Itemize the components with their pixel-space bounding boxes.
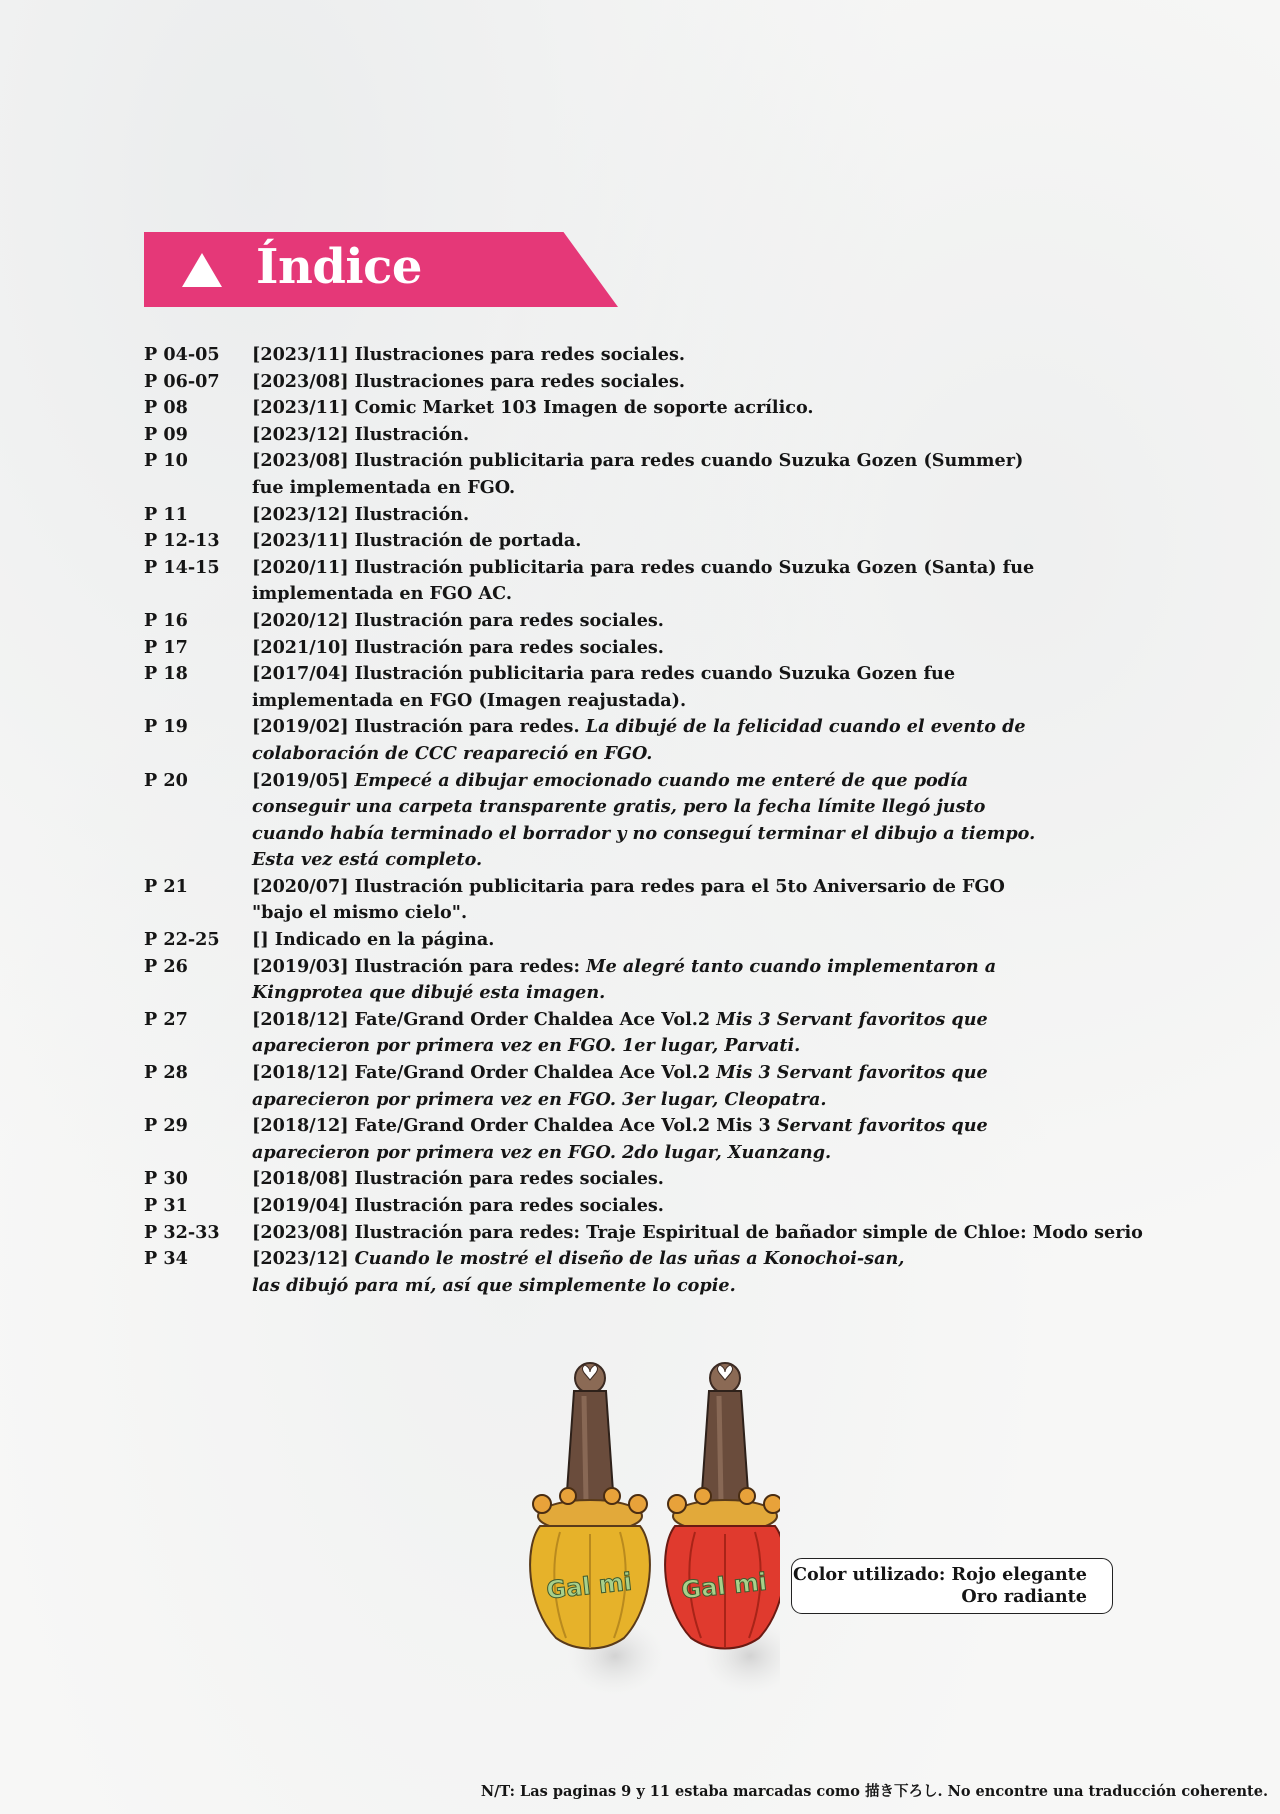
index-entry: [144, 635, 1144, 662]
entry-text: [2021/10] Ilustración para redes sociales.: [252, 636, 664, 658]
page-ref: P 18: [144, 663, 188, 685]
entry-description: [252, 502, 1144, 529]
entry-comment: Empecé a dibujar emocionado cuando me enteré de que podía conseguir una carpeta transparente gratis, pero la fecha límite llegó justo cuando había terminado el borrador y no conseguí terminar el dibujo a tiempo. Esta vez está completo.: [252, 769, 1036, 871]
entry-text: [2023/08] Ilustración para redes: Traje Espiritual de bañador simple de Chloe: Modo serio: [252, 1221, 1143, 1243]
entry-description: [252, 422, 1144, 449]
color-used-box: [791, 1558, 1113, 1614]
nail-polish-illustration: [520, 1356, 780, 1716]
entry-comment: Me alegré tanto cuando implementaron a Kingprotea que dibujé esta imagen.: [252, 955, 997, 1004]
page-ref: P 34: [144, 1248, 188, 1270]
page-ref: P 08: [144, 397, 188, 419]
entry-text: [2023/11] Ilustraciones para redes sociales.: [252, 344, 686, 365]
entry-text: [2023/08] Ilustraciones para redes sociales.: [252, 370, 686, 392]
index-entry: [144, 1193, 1144, 1220]
entry-description: [252, 661, 1144, 714]
entry-description: [252, 1060, 1144, 1113]
gold-bottle: [530, 1363, 650, 1649]
translator-note: N/T: Las paginas 9 y 11 estaba marcadas como 描き下ろし. No encontre una traducción coherente.: [480, 1783, 1268, 1800]
entry-description: [252, 1193, 1144, 1220]
entry-comment: Mis 3 Servant favoritos que aparecieron por primera vez en FGO. 1er lugar, Parvati.: [252, 1008, 988, 1057]
entry-comment: Cuando le mostré el diseño de las uñas a Konochoi-san, las dibujó para mí, así que simplemente lo copie.: [252, 1248, 905, 1296]
page-ref: P 12-13: [144, 530, 220, 552]
page-ref: P 17: [144, 636, 188, 658]
entry-text: [2018/12] Fate/Grand Order Chaldea Ace Vol.2: [252, 1008, 717, 1030]
page-ref: P 09: [144, 423, 188, 445]
index-entry: [144, 395, 1144, 422]
index-entry: [144, 1166, 1144, 1193]
entry-text: [2023/12]: [252, 1248, 355, 1270]
index-entry: [144, 1220, 1144, 1247]
page-ref: P 21: [144, 875, 188, 897]
entry-description: [252, 768, 1144, 874]
index-entry: [144, 714, 1144, 767]
entry-description: [252, 608, 1144, 635]
red-bottle: [665, 1363, 780, 1649]
index-entry: [144, 608, 1144, 635]
entry-description: [252, 369, 1144, 396]
entry-description: [252, 1220, 1144, 1247]
page-ref: P 30: [144, 1168, 188, 1190]
entry-description: [252, 1113, 1144, 1166]
index-entry: [144, 954, 1144, 1007]
entry-text: [2019/05]: [252, 769, 355, 791]
entry-description: [252, 395, 1144, 422]
page-ref: P 14-15: [144, 556, 220, 578]
index-entry: [144, 528, 1144, 555]
entry-text: [2023/08] Ilustración publicitaria para redes cuando Suzuka Gozen (Summer) fue implementada en FGO.: [252, 450, 1024, 498]
entry-text: [2020/07] Ilustración publicitaria para redes para el 5to Aniversario de FGO "bajo el mismo cielo".: [252, 875, 1005, 924]
page-ref: P 26: [144, 955, 188, 977]
entry-description: [252, 1166, 1144, 1193]
page-ref: P 20: [144, 769, 188, 791]
entry-text: [2023/12] Ilustración.: [252, 503, 470, 525]
index-entry: [144, 768, 1144, 874]
entry-description: [252, 555, 1144, 608]
entry-comment: Mis 3 Servant favoritos que aparecieron por primera vez en FGO. 3er lugar, Cleopatra.: [252, 1062, 988, 1110]
index-entry: [144, 422, 1144, 449]
index-list: [144, 342, 1144, 1299]
entry-text: [2017/04] Ilustración publicitaria para redes cuando Suzuka Gozen fue implementada en FGO (Imagen reajustada).: [252, 663, 956, 711]
entry-description: [252, 635, 1144, 662]
entry-text: [2019/02] Ilustración para redes.: [252, 716, 586, 738]
entry-description: [252, 874, 1144, 927]
index-entry: [144, 1113, 1144, 1166]
entry-text: [2018/12] Fate/Grand Order Chaldea Ace Vol.2: [252, 1062, 717, 1084]
color-used-line-1: Color utilizado: Rojo elegante: [792, 1564, 1087, 1585]
page-ref: P 27: [144, 1008, 188, 1030]
index-entry: [144, 927, 1144, 954]
page-ref: P 29: [144, 1115, 188, 1137]
color-used-line-2: Oro radiante: [961, 1586, 1087, 1607]
entry-description: [252, 927, 1144, 954]
index-entry: [144, 661, 1144, 714]
entry-text: [2020/12] Ilustración para redes sociales.: [252, 609, 664, 631]
entry-text: [2018/12] Fate/Grand Order Chaldea Ace Vol.2 Mis 3: [252, 1115, 777, 1137]
entry-text: [2019/03] Ilustración para redes:: [252, 955, 587, 977]
index-entry: [144, 1060, 1144, 1113]
entry-text: [2023/12] Ilustración.: [252, 423, 470, 445]
page-ref: P 04-05: [144, 344, 220, 365]
page-ref: P 16: [144, 609, 188, 631]
index-entry: [144, 502, 1144, 529]
entry-comment: La dibujé de la felicidad cuando el evento de colaboración de CCC reapareció en FGO.: [252, 716, 1026, 764]
entry-description: [252, 1007, 1144, 1060]
entry-description: [252, 448, 1144, 501]
svg-text:Gal mi: Gal mi: [545, 1567, 634, 1605]
page-ref: P 11: [144, 503, 188, 525]
entry-text: [2023/11] Ilustración de portada.: [252, 530, 582, 552]
svg-text:Gal mi: Gal mi: [680, 1567, 769, 1605]
entry-description: [252, 528, 1144, 555]
page-ref: P 22-25: [144, 929, 220, 951]
entry-comment: Servant favoritos que aparecieron por primera vez en FGO. 2do lugar, Xuanzang.: [252, 1115, 988, 1163]
page-ref: P 19: [144, 716, 188, 738]
index-entry: [144, 369, 1144, 396]
page-ref: P 28: [144, 1062, 188, 1084]
page-ref: P 06-07: [144, 370, 220, 392]
entry-description: [252, 714, 1144, 767]
entry-text: [2020/11] Ilustración publicitaria para redes cuando Suzuka Gozen (Santa) fue implementada en FGO AC.: [252, 556, 1035, 605]
index-entry: [144, 1246, 1144, 1299]
index-entry: [144, 1007, 1144, 1060]
page-ref: P 31: [144, 1195, 188, 1216]
index-entry: [144, 874, 1144, 927]
page-title: Índice: [256, 239, 422, 295]
page-ref: P 32-33: [144, 1221, 220, 1243]
triangle-icon: [182, 253, 222, 287]
entry-description: [252, 342, 1144, 369]
entry-text: [2019/04] Ilustración para redes sociales.: [252, 1195, 664, 1216]
entry-text: [] Indicado en la página.: [252, 929, 495, 951]
entry-text: [2018/08] Ilustración para redes sociales.: [252, 1168, 664, 1190]
entry-text: [2023/11] Comic Market 103 Imagen de soporte acrílico.: [252, 397, 814, 419]
index-entry: [144, 448, 1144, 501]
entry-description: [252, 1246, 1144, 1299]
index-entry: [144, 555, 1144, 608]
index-entry: [144, 342, 1144, 369]
entry-description: [252, 954, 1144, 1007]
page-ref: P 10: [144, 450, 188, 472]
